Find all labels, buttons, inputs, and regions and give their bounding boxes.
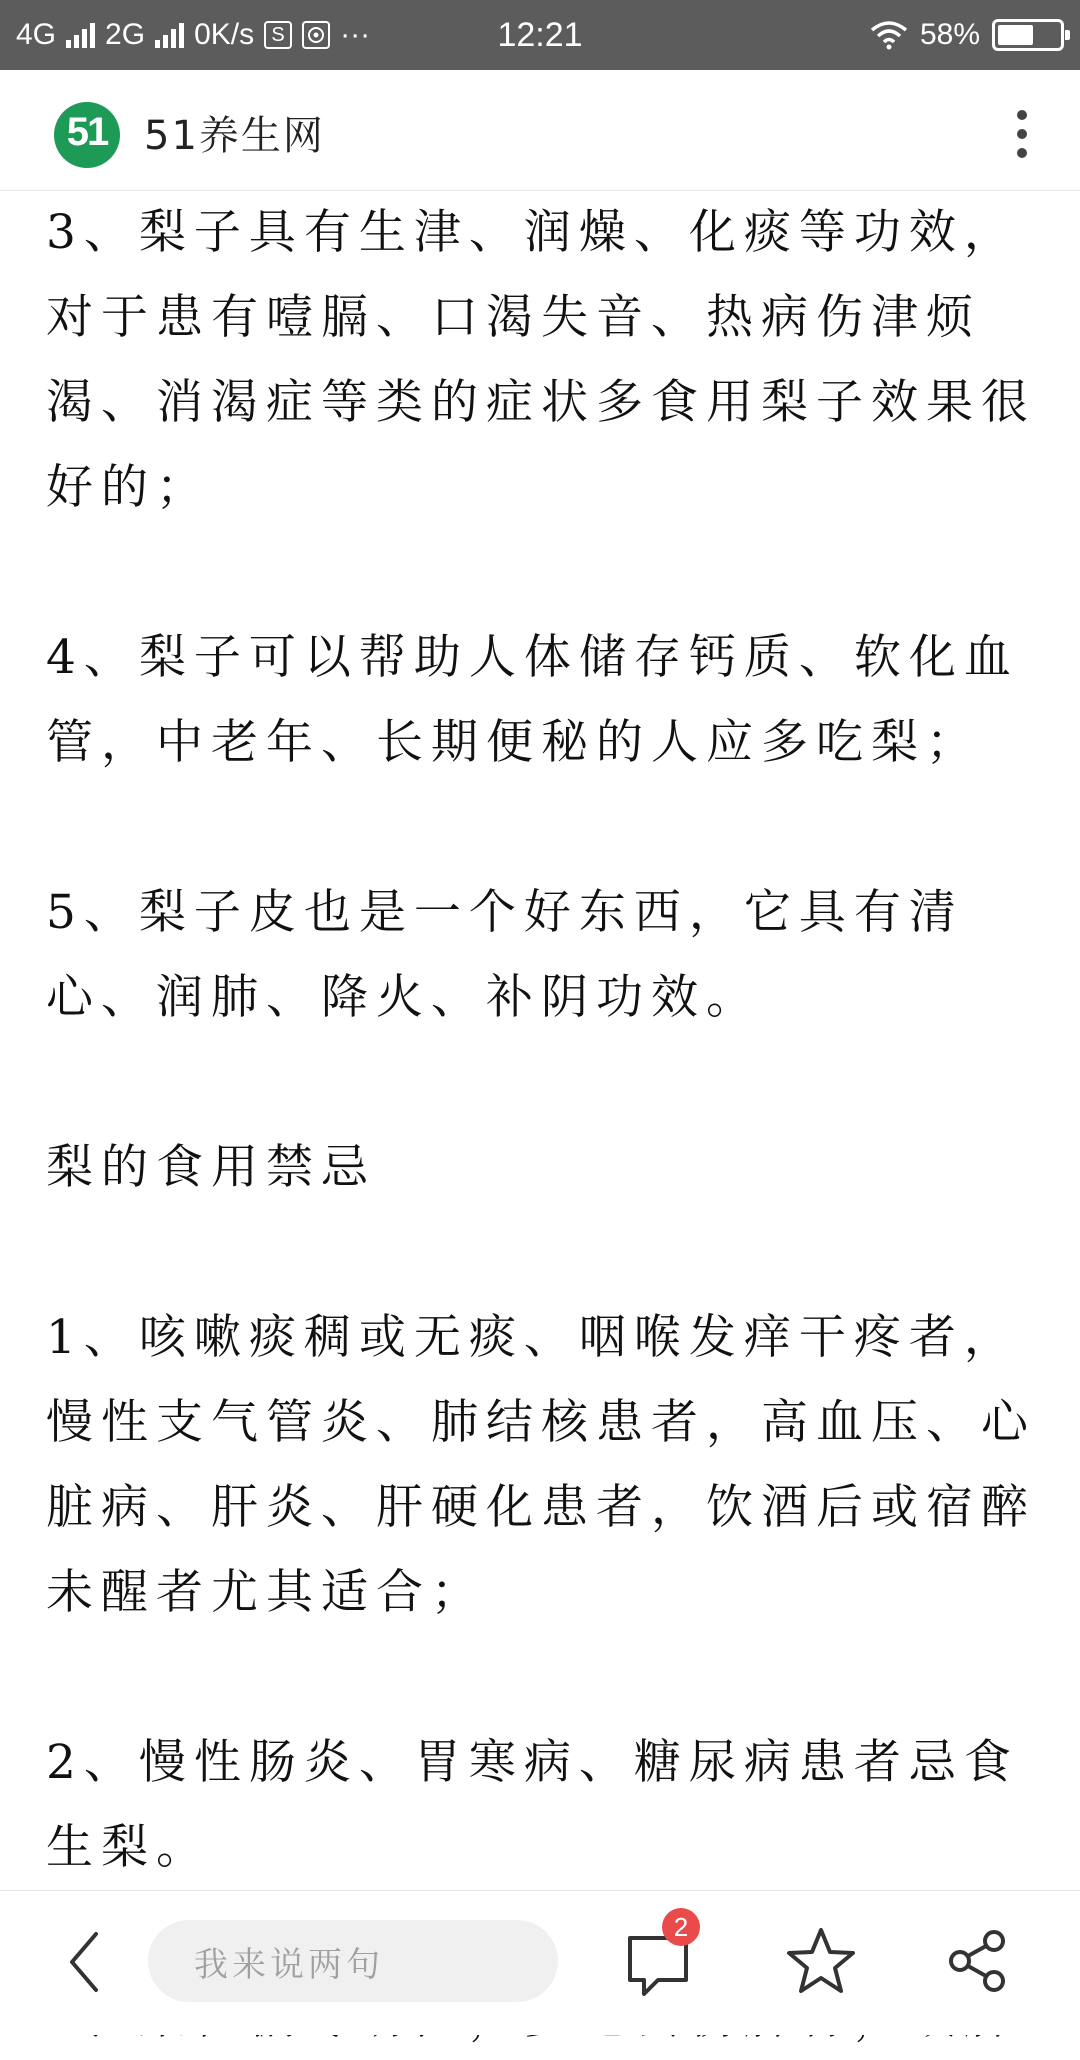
- status-bar: [0, 0, 1080, 70]
- back-icon[interactable]: [64, 1930, 104, 1994]
- wifi-icon: [870, 20, 908, 50]
- comment-input[interactable]: 我来说两句: [148, 1920, 558, 2002]
- status-right: [870, 0, 1064, 70]
- paragraph-spacer: [46, 1635, 1036, 1720]
- more-menu-icon[interactable]: [1010, 104, 1034, 164]
- more-notifications-icon: ···: [340, 18, 371, 51]
- paragraph-spacer: [46, 530, 1036, 615]
- section-heading: 梨的食用禁忌: [46, 1140, 376, 1195]
- article-paragraph-4: 4、梨子可以帮助人体储存钙质、软化血管，中老年、长期便秘的人应多吃梨；: [46, 630, 1019, 770]
- network-4g-label: 4G: [16, 18, 57, 51]
- battery-icon: [992, 19, 1064, 51]
- status-time: 12:21: [497, 15, 583, 54]
- site-logo[interactable]: [54, 102, 120, 168]
- logo-text: 51: [66, 110, 108, 154]
- s-app-icon: S: [264, 21, 292, 49]
- network-2g-label: 2G: [105, 18, 146, 51]
- site-name[interactable]: 51养生网: [144, 113, 325, 159]
- paragraph-spacer: [46, 785, 1036, 870]
- battery-fill: [998, 25, 1033, 45]
- paragraph-spacer: [46, 1210, 1036, 1295]
- comment-count-badge: 2: [662, 1908, 700, 1946]
- network-speed: 0K/s: [194, 18, 255, 51]
- battery-percent: 58%: [919, 18, 980, 51]
- article-paragraph-3: 3、梨子具有生津、润燥、化痰等功效，对于患有噎膈、口渴失音、热病伤津烦渴、消渴症等类的症状多食用梨子效果很好的；: [46, 205, 1036, 515]
- taboo-paragraph-2: 2、慢性肠炎、胃寒病、糖尿病患者忌食生梨。: [46, 1735, 1019, 1875]
- article-paragraph-5: 5、梨子皮也是一个好东西，它具有清心、润肺、降火、补阴功效。: [46, 885, 964, 1025]
- share-icon[interactable]: [946, 1928, 1010, 1994]
- article-content: [46, 190, 1036, 1890]
- paragraph-spacer: [46, 1040, 1036, 1125]
- taboo-paragraph-1: 1、咳嗽痰稠或无痰、咽喉发痒干疼者，慢性支气管炎、肺结核患者，高血压、心脏病、肝炎、肝硬化患者，饮酒后或宿醉未醒者尤其适合；: [46, 1310, 1036, 1620]
- star-icon[interactable]: [784, 1924, 858, 1998]
